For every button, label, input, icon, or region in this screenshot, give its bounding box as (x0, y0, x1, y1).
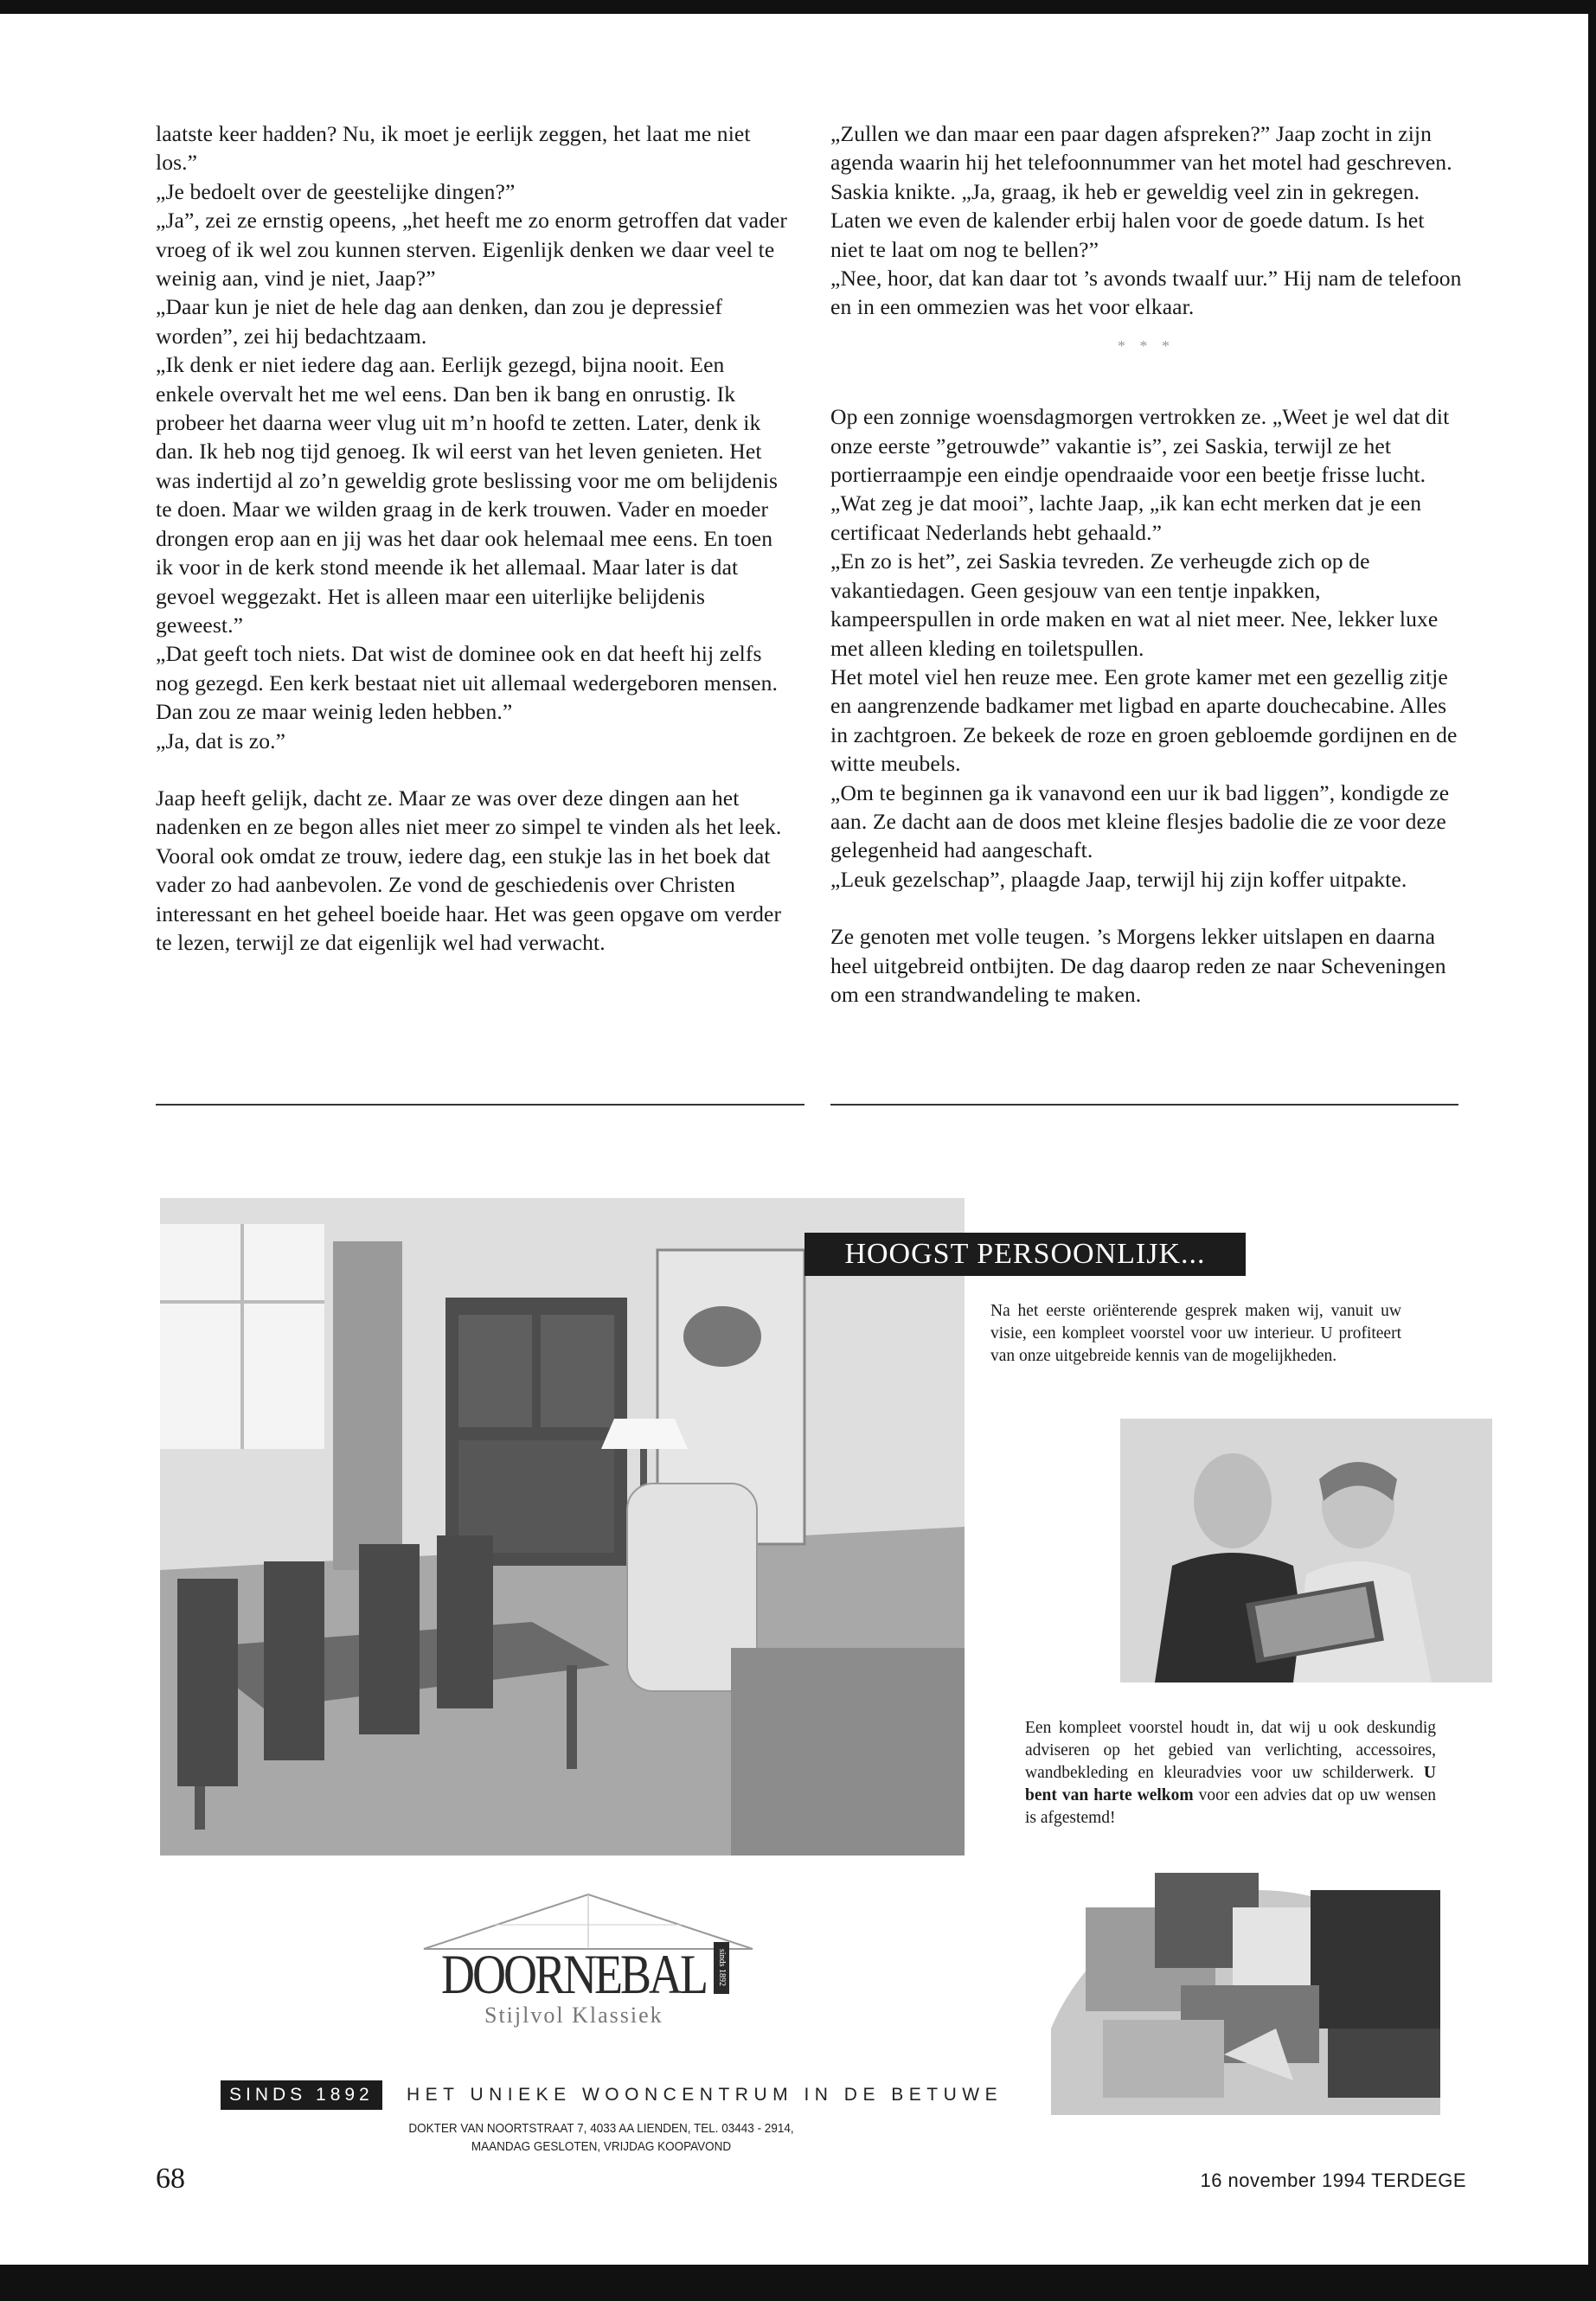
right-text-column (830, 119, 1462, 1009)
footer-publication: 16 november 1994 TERDEGE (1200, 2170, 1466, 2191)
top-border (0, 0, 1596, 14)
paragraph: „Om te beginnen ga ik vanavond een uur ik bad liggen”, kondigde ze aan. Ze dacht aan de doos met kleine flesjes badolie die ze voor deze gelegenheid had aangeschaft. (830, 779, 1450, 863)
left-text-column (156, 119, 787, 957)
ad-address (383, 2119, 819, 2156)
paragraph: „Je bedoelt over de geestelijke dingen?” (156, 178, 516, 204)
bottom-border (0, 2265, 1596, 2301)
paragraph: „Zullen we dan maar een paar dagen afspreken?” Jaap zocht in zijn agenda waarin hij het telefoonnummer van het motel had geschreven. Saskia knikte. „Ja, graag, ik heb er geweldig veel zin in gekregen. Laten we even de kalender erbij halen voor de goede datum. Is het niet te laat om nog te bellen?” (830, 121, 1452, 262)
couple-illustration (1120, 1419, 1492, 1682)
ad-intro-text: Na het eerste oriënterende gesprek maken wij, vanuit uw visie, een kompleet voorstel voor uw interieur. U profiteert van onze uitgebreide kennis van de mogelijkheden. (990, 1302, 1401, 1365)
right-border (1588, 0, 1596, 2301)
ad-body-text (1025, 1717, 1436, 1830)
ad-body-end: voor een advies dat op uw wensen is afgestemd! (1025, 1786, 1436, 1827)
address-line: DOKTER VAN NOORTSTRAAT 7, 4033 AA LIENDEN, TEL. 03443 - 2914, (408, 2121, 794, 2136)
logo-since-mark: sinds 1892 (714, 1942, 729, 1994)
ad-body-main: Een kompleet voorstel houdt in, dat wij u ook deskundig adviseren op het gebied van verlichting, accessoires, wandbekleding en kleuradvies voor uw schilderwerk. (1025, 1719, 1436, 1782)
paragraph: „Daar kun je niet de hele dag aan denken, dan zou je depressief worden”, zei hij bedachtzaam. (156, 294, 723, 349)
paragraph: Het motel viel hen reuze mee. Een grote kamer met een gezellig zitje en aangrenzende badkamer met ligbad en aparte douchecabine. Alles in zachtgroen. Ze bekeek de roze en groen gebloemde gordijnen en de witte meubels. (830, 663, 1458, 777)
logo-subtitle: Stijlvol Klassiek (484, 2003, 663, 2028)
interior-illustration (160, 1198, 965, 1856)
ad-tagline: HET UNIEKE WOONCENTRUM IN DE BETUWE (407, 2085, 1003, 2105)
opening-hours-line: MAANDAG GESLOTEN, VRIJDAG KOOPAVOND (471, 2139, 732, 2154)
paragraph: „Ja”, zei ze ernstig opeens, „het heeft me zo enorm getroffen dat vader vroeg of ik wel zou kunnen sterven. Eigenlijk denken we daar veel te weinig aan, vind je niet, Jaap?” (156, 208, 788, 292)
advertisement (160, 1198, 1440, 2154)
column-rule-right (830, 1104, 1458, 1106)
paragraph: „Leuk gezelschap”, plaagde Jaap, terwijl hij zijn koffer uitpakte. (830, 866, 1407, 892)
paragraph: „Wat zeg je dat mooi”, lachte Jaap, „ik kan echt merken dat je een certificaat Nederlands hebt gehaald.” (830, 490, 1422, 545)
paragraph: „Dat geeft toch niets. Dat wist de dominee ook en dat heeft hij zelfs nog gezegd. Een kerk bestaat niet uit allemaal wedergeboren mensen. Dan zou ze maar weinig leden hebben.” (156, 641, 779, 725)
paragraph: „En zo is het”, zei Saskia tevreden. Ze verheugde zich op de vakantiedagen. Geen gesjouw van een tentje inpakken, kampeerspullen in orde maken en wat al niet meer. Nee, lekker luxe met alleen kleding en toiletspullen. (830, 548, 1439, 661)
page-number: 68 (156, 2163, 185, 2195)
paragraph: „Nee, hoor, dat kan daar tot ’s avonds twaalf uur.” Hij nam de telefoon en in een ommezien was het voor elkaar. (830, 266, 1462, 320)
paragraph: „Ja, dat is zo.” (156, 727, 286, 753)
paragraph: Jaap heeft gelijk, dacht ze. Maar ze was over deze dingen aan het nadenken en ze begon alles niet meer zo simpel te vinden als het leek. Vooral ook omdat ze trouw, iedere dag, een stukje las in het boek dat vader zo had aanbevolen. Ze vond de geschiedenis over Christen interessant en het geheel boeide haar. Het was geen opgave om verder te lezen, terwijl ze dat eigenlijk wel had verwacht. (156, 785, 782, 955)
ad-body-welcome: U bent van harte welkom (1025, 1764, 1436, 1804)
logo-wordmark: DOORNEBAL (441, 1943, 706, 2006)
paragraph: Op een zonnige woensdagmorgen vertrokken ze. „Weet je wel dat dit onze eerste ”getrouwde” vakantie is”, zei Saskia, terwijl ze het portierraampje een eindje opendraaide voor een beetje frisse lucht. (830, 404, 1450, 488)
paragraph: „Ik denk er niet iedere dag aan. Eerlijk gezegd, bijna nooit. Een enkele overvalt het me wel eens. Dan ben ik bang en onrustig. Ik probeer het daarna weer vlug uit m’n hoofd te zetten. Later, denk ik dan. Ik heb nog tijd genoeg. Ik wil eerst van het leven genieten. Het was indertijd al zo’n geweldig grote beslissing voor me om belijdenis te doen. Maar we wilden graag in de kerk trouwen. Vader en moeder drongen erop aan en jij was het daar ook helemaal mee eens. En toen ik voor in de kerk stond meende ik het allemaal. Maar later is dat gevoel weggezakt. Het is alleen maar een uiterlijke belijdenis geweest.” (156, 352, 779, 638)
paragraph: Ze genoten met volle teugen. ’s Morgens lekker uitslapen en daarna heel uitgebreid ontbijten. De dag daarop reden ze naar Scheveningen om een strandwandeling te maken. (830, 924, 1446, 1007)
couple-photo (1120, 1419, 1492, 1682)
fabric-illustration (1051, 1856, 1440, 2115)
ad-headline: HOOGST PERSOONLIJK... (804, 1233, 1246, 1276)
fabric-samples-photo (1051, 1856, 1440, 2115)
paragraph: laatste keer hadden? Nu, ik moet je eerlijk zeggen, het laat me niet los.” (156, 121, 751, 176)
column-rule-left (156, 1104, 804, 1106)
interior-photo (160, 1198, 965, 1856)
since-badge: SINDS 1892 (221, 2080, 382, 2110)
doornebal-logo (389, 1890, 787, 2028)
section-separator: * * * (1118, 336, 1175, 355)
